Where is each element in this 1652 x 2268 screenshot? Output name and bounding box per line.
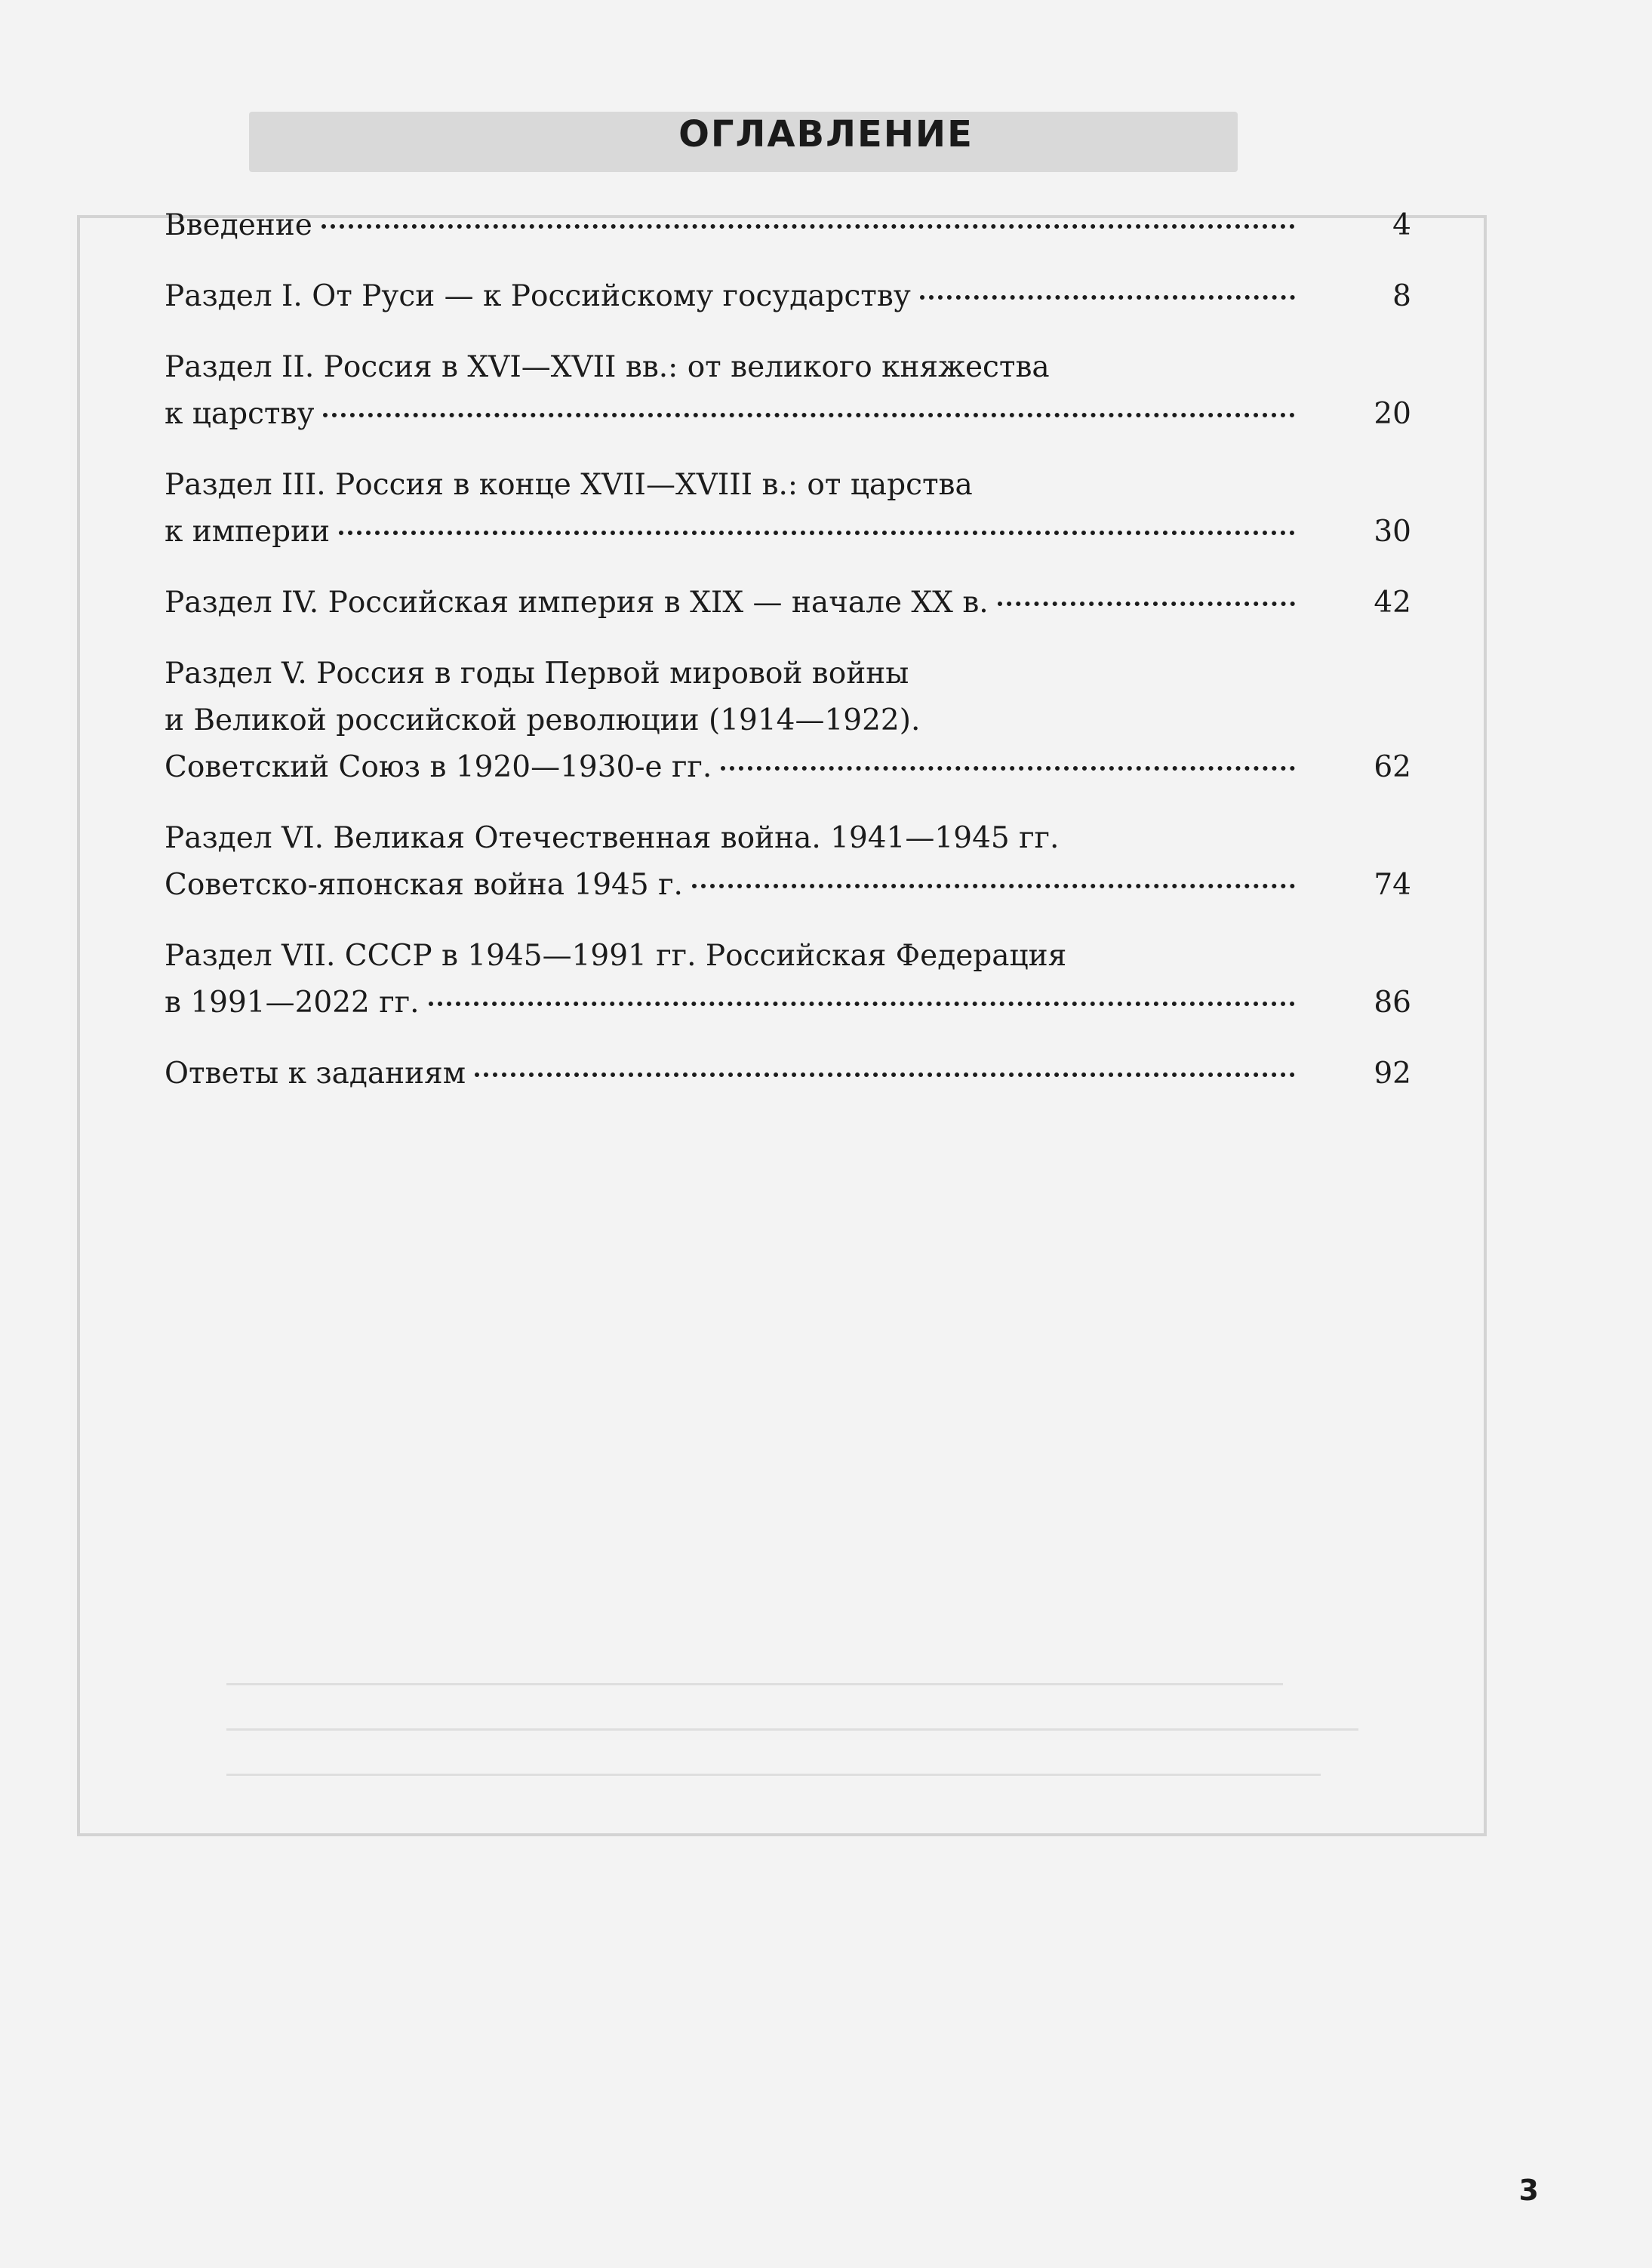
toc-page-number: 4 [1392, 208, 1411, 242]
toc-entry-text: и Великой российской революции (1914—1922). [165, 703, 921, 737]
toc-entry-text: Раздел III. Россия в конце XVII—XVIII в.: от царства [165, 468, 973, 502]
toc-entry-answers[interactable] [165, 1051, 1411, 1097]
show-through-line [226, 1683, 1283, 1685]
dot-leader [998, 602, 1295, 606]
toc-entry-section-6[interactable] [165, 815, 1411, 909]
toc-entry-text: Раздел II. Россия в XVI—XVII вв.: от великого княжества [165, 350, 1050, 384]
toc-entry-text: в 1991—2022 гг. [165, 986, 420, 1020]
toc-entry-section-3[interactable] [165, 462, 1411, 555]
dot-leader [323, 413, 1295, 417]
toc-entry-text: Раздел I. От Руси — к Российскому государству [165, 279, 911, 313]
toc-page-number: 8 [1392, 279, 1411, 313]
toc-entry-text: к царству [165, 397, 315, 431]
dot-leader [692, 884, 1295, 888]
toc-page-number: 20 [1374, 397, 1411, 431]
toc-page-number: 74 [1374, 868, 1411, 902]
toc-entry-text: Раздел VII. СССР в 1945—1991 гг. Российская Федерация [165, 939, 1067, 973]
toc-entry-section-2[interactable] [165, 344, 1411, 438]
toc-page-number: 42 [1374, 586, 1411, 620]
toc-entry-section-7[interactable] [165, 933, 1411, 1026]
dot-leader [920, 295, 1295, 300]
dot-leader [475, 1072, 1295, 1077]
toc-page-number: 86 [1374, 986, 1411, 1020]
toc-entry-section-4[interactable] [165, 580, 1411, 626]
toc-entry-text: Раздел VI. Великая Отечественная война. 1941—1945 гг. [165, 821, 1060, 855]
dot-leader [339, 531, 1295, 535]
dot-leader [721, 766, 1295, 771]
page-number: 3 [1518, 2174, 1539, 2207]
toc-entry-text: Ответы к заданиям [165, 1057, 466, 1091]
toc-entry-text: к империи [165, 515, 331, 549]
table-of-contents [165, 202, 1411, 1122]
dot-leader [429, 1002, 1295, 1006]
show-through-line [226, 1728, 1358, 1731]
toc-entry-text: Советский Союз в 1920—1930-е гг. [165, 750, 712, 784]
toc-entry-section-1[interactable] [165, 273, 1411, 320]
toc-entry-text: Советско-японская война 1945 г. [165, 868, 683, 902]
toc-entry-text: Раздел IV. Российская империя в XIX — начале XX в. [165, 586, 989, 620]
dot-leader [321, 224, 1295, 229]
toc-page-number: 62 [1374, 750, 1411, 784]
toc-entry-text: Раздел V. Россия в годы Первой мировой войны [165, 657, 909, 691]
toc-entry-section-5[interactable] [165, 651, 1411, 791]
page-title: ОГЛАВЛЕНИЕ [678, 113, 974, 155]
toc-entry-introduction[interactable] [165, 202, 1411, 249]
toc-page-number: 30 [1374, 515, 1411, 549]
toc-entry-text: Введение [165, 208, 312, 242]
show-through-line [226, 1774, 1321, 1776]
toc-page-number: 92 [1374, 1057, 1411, 1091]
